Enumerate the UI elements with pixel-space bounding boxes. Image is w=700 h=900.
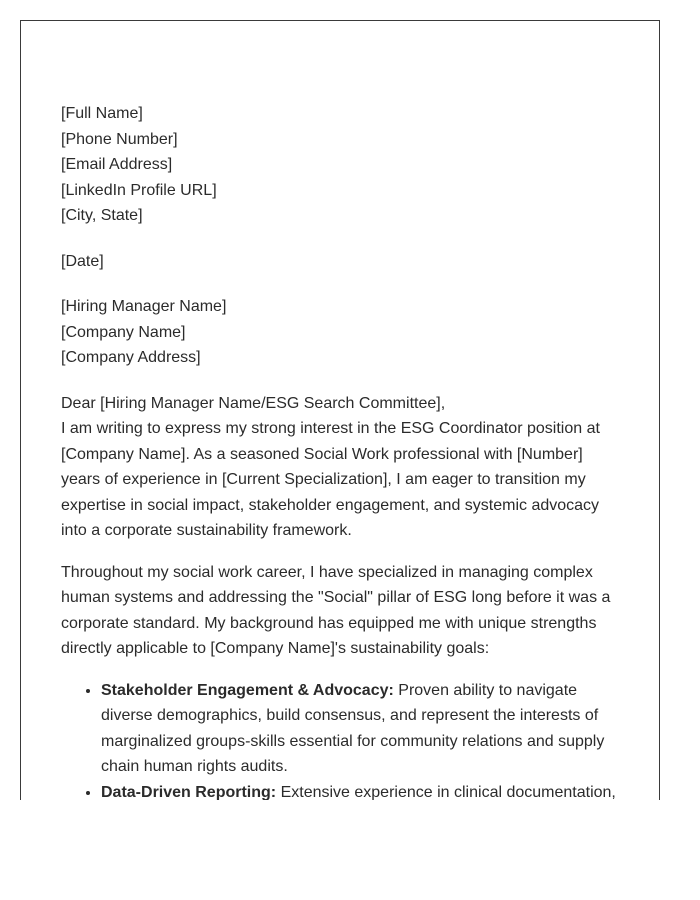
salutation: Dear [Hiring Manager Name/ESG Search Committee], — [61, 394, 446, 412]
recipient-company: [Company Name] — [61, 323, 186, 341]
list-item-text: Extensive experience in clinical documentation, — [276, 783, 616, 800]
letter-content — [61, 101, 621, 800]
recipient-address: [Company Address] — [61, 349, 201, 366]
sender-location: [City, State] — [61, 207, 143, 224]
date-block — [61, 249, 621, 275]
paragraph-intro: I am writing to express my strong interest in the ESG Coordinator position at [Company Name]. As a seasoned Social Work professional with [Number] years of experience in [Current Specialization], I am eager to transition my expertise in social impact, stakeholder engagement, and systemic advocacy into a corporate sustainability framework. — [61, 420, 600, 539]
letter-page — [20, 20, 660, 800]
sender-phone: [Phone Number] — [61, 130, 178, 148]
letter-date: [Date] — [61, 252, 104, 270]
list-item — [101, 780, 621, 801]
paragraph-background: Throughout my social work career, I have specialized in managing complex human systems and addressing the "Social" pillar of ESG long before it was a corporate standard. My background has equipped me with unique strengths directly applicable to [Company Name]'s sustainability goals: — [61, 563, 611, 657]
recipient-block — [61, 294, 621, 371]
sender-full-name: [Full Name] — [61, 105, 143, 122]
list-item-title: Stakeholder Engagement & Advocacy: — [101, 681, 394, 699]
sender-email: [Email Address] — [61, 156, 173, 173]
strengths-list — [61, 678, 621, 801]
sender-linkedin: [LinkedIn Profile URL] — [61, 181, 217, 199]
list-item-title: Data-Driven Reporting: — [101, 783, 277, 800]
recipient-name: [Hiring Manager Name] — [61, 298, 227, 315]
sender-block — [61, 101, 621, 229]
list-item-text: Proven ability to navigate diverse demographics, build consensus, and represent the interests of marginalized groups-skills essential for community relations and supply chain human rights audits. — [101, 681, 605, 775]
list-item — [101, 678, 621, 780]
